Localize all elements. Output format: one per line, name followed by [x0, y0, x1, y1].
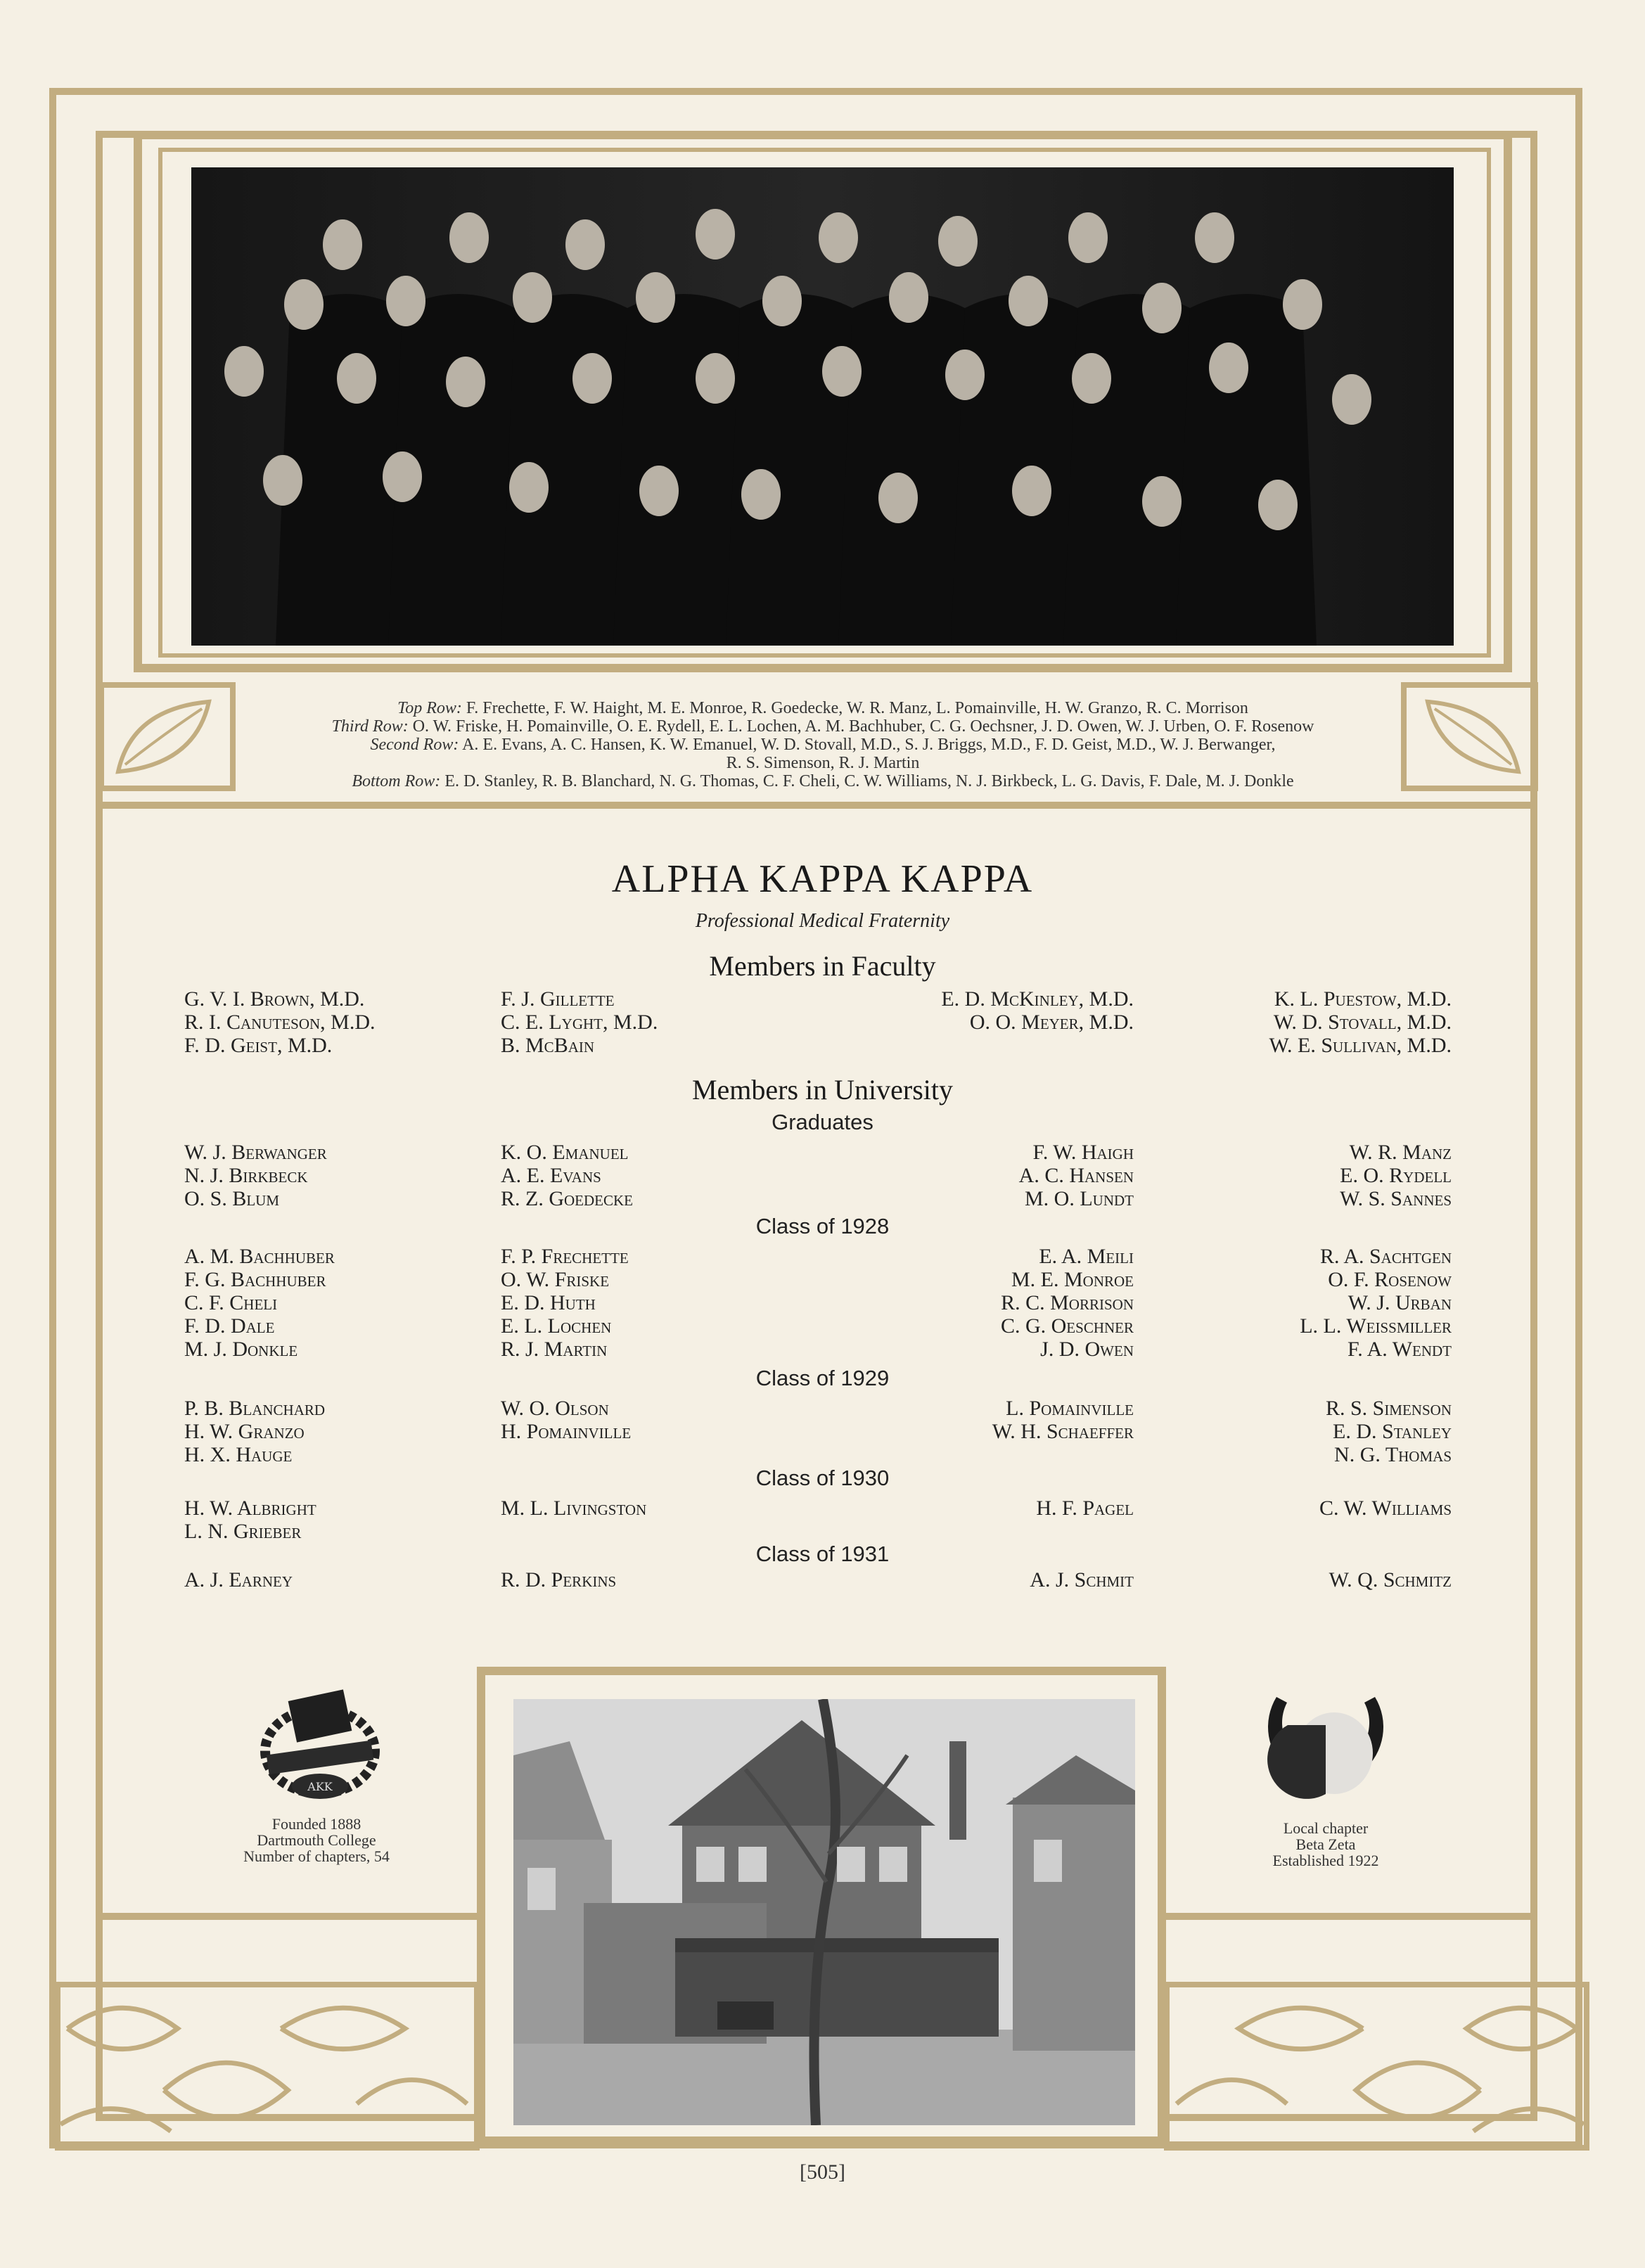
list-item: F. P. Frechette	[501, 1245, 629, 1268]
list-item: W. Q. Schmitz	[1329, 1568, 1452, 1591]
caption-second-row: A. E. Evans, A. C. Hansen, K. W. Emanuel, W. D. Stovall, M.D., S. J. Briggs, M.D., F. D. Geist, M.D., W. J. Berwanger,	[462, 736, 1276, 754]
class-1931-col-4	[1329, 1568, 1452, 1591]
caption-bottom-row: E. D. Stanley, R. B. Blanchard, N. G. Thomas, C. F. Cheli, C. W. Williams, N. J. Birkbeck, L. G. Davis, F. Dale, M. J. Donkle	[444, 772, 1294, 790]
list-item: F. D. Dale	[184, 1314, 275, 1338]
class-1928-col-2	[501, 1245, 629, 1361]
list-item: E. D. Stanley	[1333, 1420, 1452, 1443]
photo-caption	[211, 699, 1435, 790]
crescent-emblem-icon	[1255, 1683, 1396, 1809]
graduates-col-1	[184, 1141, 327, 1210]
list-item: H. F. Pagel	[1036, 1497, 1134, 1520]
badge-chapters: Number of chapters, 54	[243, 1847, 390, 1865]
class-1928-heading: Class of 1928	[755, 1214, 890, 1238]
list-item: E. D. McKinley, M.D.	[941, 987, 1134, 1011]
list-item: W. O. Olson	[501, 1397, 609, 1420]
class-1928-col-4	[1300, 1245, 1452, 1361]
caption-third-label: Third Row:	[331, 717, 409, 736]
page-title: ALPHA KAPPA KAPPA	[611, 857, 1034, 901]
list-item: F. W. Haigh	[1032, 1141, 1134, 1164]
list-item: K. O. Emanuel	[501, 1141, 629, 1164]
list-item: W. H. Schaeffer	[992, 1420, 1134, 1443]
graduates-col-3	[1019, 1141, 1134, 1210]
class-1931-col-2	[501, 1568, 616, 1591]
list-item: F. J. Gillette	[501, 987, 615, 1011]
list-item: W. D. Stovall, M.D.	[1273, 1011, 1452, 1034]
class-1930-col-4	[1319, 1497, 1452, 1520]
list-item: O. F. Rosenow	[1328, 1268, 1452, 1291]
chapter-label: Local chapter	[1283, 1819, 1369, 1837]
page-number: [505]	[800, 2160, 845, 2184]
graduates-col-2	[501, 1141, 633, 1210]
list-item: N. J. Birkbeck	[184, 1164, 308, 1187]
list-item: N. G. Thomas	[1334, 1443, 1452, 1466]
local-chapter-caption	[1220, 1820, 1431, 1869]
caption-second-row-cont: R. S. Simenson, R. J. Martin	[726, 754, 920, 772]
list-item: C. E. Lyght, M.D.	[501, 1011, 658, 1034]
class-1929-col-1	[184, 1397, 325, 1466]
list-item: A. E. Evans	[501, 1164, 601, 1187]
caption-top-label: Top Row:	[397, 699, 462, 717]
class-1930-col-3	[1036, 1497, 1134, 1520]
list-item: A. C. Hansen	[1018, 1164, 1134, 1187]
list-item: L. N. Grieber	[184, 1520, 302, 1543]
list-item: W. E. Sullivan, M.D.	[1269, 1034, 1452, 1057]
class-1931-col-1	[184, 1568, 293, 1591]
list-item: K. L. Puestow, M.D.	[1274, 987, 1452, 1011]
caption-third-row: O. W. Friske, H. Pomainville, O. E. Rydell, E. L. Lochen, A. M. Bachhuber, C. G. Oechsner, J. D. Owen, W. J. Urben, O. F. Rosenow	[412, 717, 1314, 736]
class-1928-col-3	[1001, 1245, 1134, 1361]
list-item: M. J. Donkle	[184, 1338, 298, 1361]
chapter-name: Beta Zeta	[1295, 1835, 1356, 1853]
list-item: C. F. Cheli	[184, 1291, 278, 1314]
list-item: F. G. Bachhuber	[184, 1268, 326, 1291]
floral-ornament-left	[55, 1982, 480, 2151]
list-item: W. R. Manz	[1349, 1141, 1452, 1164]
class-1929-col-3	[992, 1397, 1134, 1443]
class-1928-col-1	[184, 1245, 335, 1361]
list-item: H. X. Hauge	[184, 1443, 293, 1466]
list-item: L. Pomainville	[1006, 1397, 1134, 1420]
list-item: M. O. Lundt	[1025, 1187, 1134, 1210]
list-item: M. E. Monroe	[1011, 1268, 1134, 1291]
list-item: A. J. Earney	[184, 1568, 293, 1591]
class-1930-col-1	[184, 1497, 316, 1543]
list-item: W. J. Urban	[1348, 1291, 1452, 1314]
chapter-house-photo	[513, 1699, 1135, 2125]
list-item: R. J. Martin	[501, 1338, 608, 1361]
list-item: H. Pomainville	[501, 1420, 632, 1443]
badge-college: Dartmouth College	[257, 1831, 376, 1849]
list-item: M. L. Livingston	[501, 1497, 647, 1520]
list-item: A. M. Bachhuber	[184, 1245, 335, 1268]
list-item: R. D. Perkins	[501, 1568, 617, 1591]
list-item: E. L. Lochen	[501, 1314, 612, 1338]
caption-top-row: F. Frechette, F. W. Haight, M. E. Monroe, R. Goedecke, W. R. Manz, L. Pomainville, H. W. Granzo, R. C. Morrison	[466, 699, 1248, 717]
faculty-col-2	[501, 987, 658, 1057]
chapter-established: Established 1922	[1272, 1852, 1379, 1869]
list-item: E. A. Meili	[1039, 1245, 1134, 1268]
list-item: L. L. Weissmiller	[1300, 1314, 1452, 1338]
list-item: C. G. Oeschner	[1000, 1314, 1134, 1338]
list-item: R. Z. Goedecke	[501, 1187, 633, 1210]
class-1930-col-2	[501, 1497, 646, 1520]
faculty-col-3	[941, 987, 1134, 1034]
class-1930-heading: Class of 1930	[755, 1466, 890, 1490]
class-1931-heading: Class of 1931	[755, 1542, 890, 1566]
list-item: H. W. Albright	[184, 1497, 316, 1520]
badge-caption	[211, 1816, 422, 1864]
list-item: A. J. Schmit	[1030, 1568, 1134, 1591]
list-item: F. A. Wendt	[1347, 1338, 1452, 1361]
list-item: R. I. Canuteson, M.D.	[184, 1011, 376, 1034]
faculty-heading: Members in Faculty	[709, 950, 936, 982]
badge-founded: Founded 1888	[271, 1815, 361, 1833]
list-item: O. W. Friske	[501, 1268, 610, 1291]
list-item: E. D. Huth	[501, 1291, 596, 1314]
list-item: R. S. Simenson	[1325, 1397, 1452, 1420]
graduates-col-4	[1340, 1141, 1452, 1210]
group-photo	[191, 167, 1454, 646]
page-subtitle: Professional Medical Fraternity	[695, 910, 950, 932]
svg-text:AKK: AKK	[307, 1780, 333, 1793]
class-1929-col-2	[501, 1397, 631, 1443]
class-1931-col-3	[1030, 1568, 1134, 1591]
list-item: H. W. Granzo	[184, 1420, 305, 1443]
faculty-col-1	[184, 987, 376, 1057]
caption-second-label: Second Row:	[370, 736, 459, 754]
list-item: F. D. Geist, M.D.	[184, 1034, 333, 1057]
class-1929-col-4	[1326, 1397, 1452, 1466]
fraternity-badge-icon	[250, 1681, 390, 1807]
caption-bottom-label: Bottom Row:	[352, 772, 441, 790]
list-item: B. McBain	[501, 1034, 595, 1057]
list-item: O. S. Blum	[184, 1187, 280, 1210]
class-1929-heading: Class of 1929	[755, 1366, 890, 1390]
list-item: R. A. Sachtgen	[1319, 1245, 1452, 1268]
list-item: W. S. Sannes	[1340, 1187, 1452, 1210]
list-item: G. V. I. Brown, M.D.	[184, 987, 365, 1011]
faculty-col-4	[1269, 987, 1452, 1057]
graduates-heading: Graduates	[772, 1110, 873, 1134]
list-item: E. O. Rydell	[1340, 1164, 1452, 1187]
floral-ornament-right	[1164, 1982, 1589, 2151]
list-item: R. C. Morrison	[1001, 1291, 1134, 1314]
list-item: W. J. Berwanger	[184, 1141, 327, 1164]
university-heading: Members in University	[691, 1074, 954, 1106]
list-item: C. W. Williams	[1319, 1497, 1452, 1520]
list-item: O. O. Meyer, M.D.	[969, 1011, 1134, 1034]
list-item: P. B. Blanchard	[184, 1397, 326, 1420]
list-item: J. D. Owen	[1040, 1338, 1134, 1361]
